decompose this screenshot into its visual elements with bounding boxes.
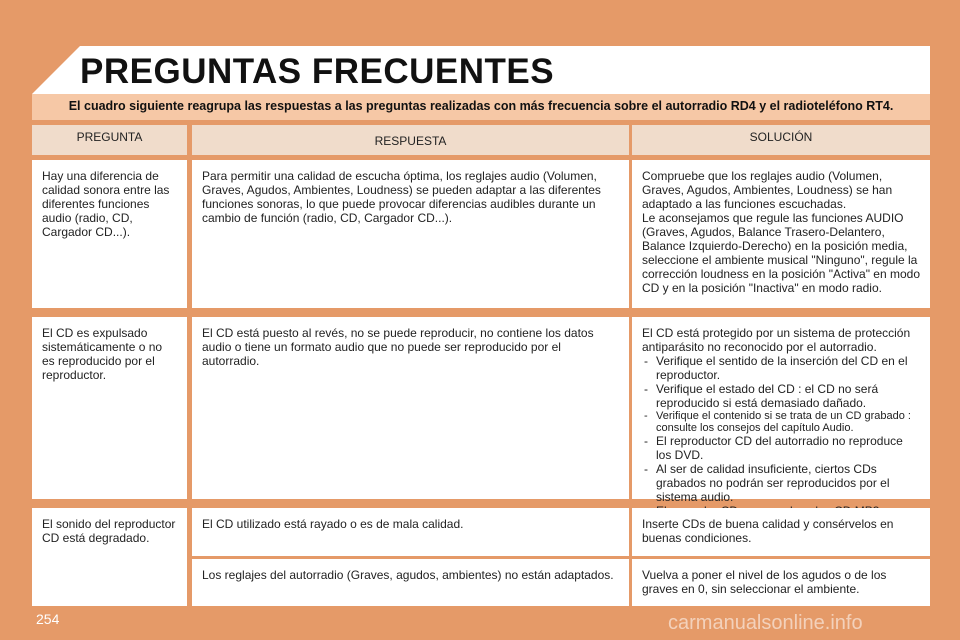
row1-question: Hay una diferencia de calidad sonora entre las diferentes funciones audio (radio, CD, Cargador CD...). xyxy=(32,160,187,308)
page-title: PREGUNTAS FRECUENTES xyxy=(80,52,555,91)
row3-solution-a: Inserte CDs de buena calidad y consérvelos en buenas condiciones. xyxy=(632,508,930,556)
row3-question: El sonido del reproductor CD está degradado. xyxy=(32,508,187,606)
header-solucion: SOLUCIÓN xyxy=(632,125,930,155)
list-item: - Verifique el contenido si se trata de un CD grabado : consulte los consejos del capítulo Audio. xyxy=(642,410,920,434)
watermark: carmanualsonline.info xyxy=(668,612,863,634)
row3-solution-b: Vuelva a poner el nivel de los agudos o de los graves en 0, sin seleccionar el ambiente. xyxy=(632,559,930,606)
row2-solution-list xyxy=(642,354,920,518)
row3-answer-b: Los reglajes del autorradio (Graves, agudos, ambientes) no están adaptados. xyxy=(192,559,629,606)
page-number: 254 xyxy=(36,611,60,627)
list-item: - Al ser de calidad insuficiente, ciertos CDs grabados no podrán ser reproducidos por el sistema audio. xyxy=(642,462,920,504)
row2-solution-intro: El CD está protegido por un sistema de protección antiparásito no reconocido por el autorradio. xyxy=(642,326,911,354)
list-item: - Verifique el sentido de la inserción del CD en el reproductor. xyxy=(642,354,920,382)
row2-question: El CD es expulsado sistemáticamente o no es reproducido por el reproductor. xyxy=(32,317,187,499)
row2-solution xyxy=(632,317,930,504)
row3-answer-a: El CD utilizado está rayado o es de mala calidad. xyxy=(192,508,629,556)
header-respuesta: RESPUESTA xyxy=(192,125,629,155)
header-pregunta: PREGUNTA xyxy=(32,125,187,155)
row1-answer: Para permitir una calidad de escucha óptima, los reglajes audio (Volumen, Graves, Agudos, Ambientes, Loudness) se pueden adaptar a las diferentes funciones sonoras, lo que puede provocar diferencias audibles durante un cambio de función (radio, CD, Cargador CD...). xyxy=(192,160,629,308)
row1-solution-p2: Le aconsejamos que regule las funciones AUDIO (Graves, Agudos, Balance Trasero-Delantero, Balance Izquierdo-Derecho) en la posición media, seleccione el ambiente musical "Ninguno", regule la corrección loudness en la posición "Activa" en modo CD y en la posición "Inactiva" en modo radio. xyxy=(642,211,921,295)
list-item: - Verifique el estado del CD : el CD no será reproducido si está demasiado dañado. xyxy=(642,382,920,410)
row2-answer: El CD está puesto al revés, no se puede reproducir, no contiene los datos audio o tiene un formato audio que no puede ser reproducido por el autorradio. xyxy=(192,317,629,499)
page-subtitle: El cuadro siguiente reagrupa las respuestas a las preguntas realizadas con más frecuencia sobre el autorradio RD4 y el radioteléfono RT4. xyxy=(68,99,894,113)
list-item: - El reproductor CD del autorradio no reproduce los DVD. xyxy=(642,434,920,462)
row1-solution-p1: Compruebe que los reglajes audio (Volumen, Graves, Agudos, Ambientes, Loudness) se han adaptado a las funciones escuchadas. xyxy=(642,169,893,211)
row1-solution xyxy=(632,160,930,308)
